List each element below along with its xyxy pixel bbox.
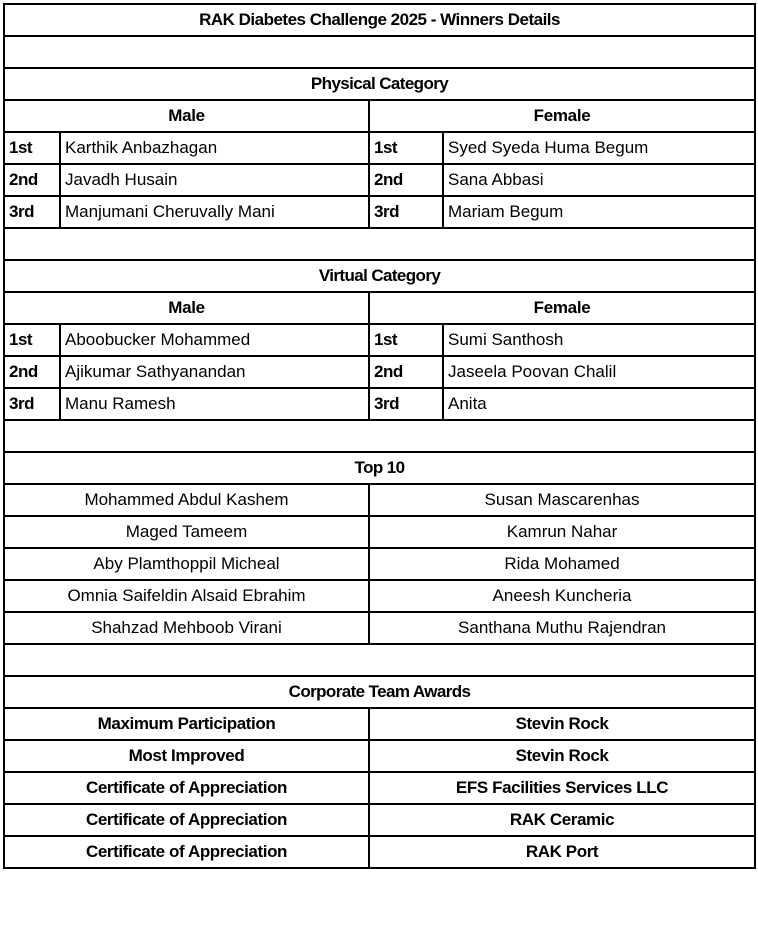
male-rank: 2nd (4, 356, 60, 388)
award-name: Certificate of Appreciation (4, 804, 369, 836)
top10-name: Susan Mascarenhas (369, 484, 755, 516)
male-winner: Javadh Husain (60, 164, 369, 196)
top10-name: Kamrun Nahar (369, 516, 755, 548)
female-rank: 2nd (369, 164, 443, 196)
table-row (4, 164, 755, 196)
award-winner: Stevin Rock (369, 708, 755, 740)
blank-row (4, 36, 755, 68)
male-winner: Karthik Anbazhagan (60, 132, 369, 164)
section-header-row (4, 260, 755, 292)
table-row (4, 324, 755, 356)
female-winner: Mariam Begum (443, 196, 755, 228)
gender-header-row (4, 292, 755, 324)
male-winner: Manjumani Cheruvally Mani (60, 196, 369, 228)
top10-name: Shahzad Mehboob Virani (4, 612, 369, 644)
table-row (4, 708, 755, 740)
male-rank: 1st (4, 132, 60, 164)
table-row (4, 804, 755, 836)
blank-cell (4, 644, 755, 676)
table-row (4, 196, 755, 228)
virtual-category-heading: Virtual Category (4, 260, 755, 292)
page-title: RAK Diabetes Challenge 2025 - Winners Details (4, 4, 755, 36)
table-row (4, 516, 755, 548)
female-rank: 1st (369, 132, 443, 164)
award-name: Maximum Participation (4, 708, 369, 740)
top10-name: Maged Tameem (4, 516, 369, 548)
award-name: Certificate of Appreciation (4, 772, 369, 804)
male-winner: Aboobucker Mohammed (60, 324, 369, 356)
top10-name: Santhana Muthu Rajendran (369, 612, 755, 644)
female-winner: Anita (443, 388, 755, 420)
male-rank: 1st (4, 324, 60, 356)
top10-name: Aby Plamthoppil Micheal (4, 548, 369, 580)
female-rank: 1st (369, 324, 443, 356)
male-header: Male (4, 100, 369, 132)
blank-row (4, 644, 755, 676)
female-rank: 3rd (369, 196, 443, 228)
blank-row (4, 228, 755, 260)
table-row (4, 772, 755, 804)
table-row (4, 580, 755, 612)
top10-heading: Top 10 (4, 452, 755, 484)
table-row (4, 356, 755, 388)
title-row (4, 4, 755, 36)
physical-category-heading: Physical Category (4, 68, 755, 100)
female-header: Female (369, 100, 755, 132)
top10-name: Rida Mohamed (369, 548, 755, 580)
table-row (4, 740, 755, 772)
award-name: Certificate of Appreciation (4, 836, 369, 868)
female-winner: Sana Abbasi (443, 164, 755, 196)
section-header-row (4, 68, 755, 100)
table-row (4, 548, 755, 580)
table-row (4, 836, 755, 868)
female-rank: 2nd (369, 356, 443, 388)
male-rank: 3rd (4, 196, 60, 228)
female-winner: Syed Syeda Huma Begum (443, 132, 755, 164)
top10-name: Omnia Saifeldin Alsaid Ebrahim (4, 580, 369, 612)
table-row (4, 388, 755, 420)
male-header: Male (4, 292, 369, 324)
blank-cell (4, 36, 755, 68)
male-winner: Manu Ramesh (60, 388, 369, 420)
table-row (4, 132, 755, 164)
winners-table (3, 3, 756, 869)
section-header-row (4, 676, 755, 708)
award-winner: RAK Port (369, 836, 755, 868)
female-rank: 3rd (369, 388, 443, 420)
top10-name: Aneesh Kuncheria (369, 580, 755, 612)
section-header-row (4, 452, 755, 484)
male-rank: 2nd (4, 164, 60, 196)
award-name: Most Improved (4, 740, 369, 772)
award-winner: EFS Facilities Services LLC (369, 772, 755, 804)
award-winner: RAK Ceramic (369, 804, 755, 836)
table-row (4, 612, 755, 644)
corporate-awards-heading: Corporate Team Awards (4, 676, 755, 708)
female-winner: Sumi Santhosh (443, 324, 755, 356)
top10-name: Mohammed Abdul Kashem (4, 484, 369, 516)
female-header: Female (369, 292, 755, 324)
blank-cell (4, 228, 755, 260)
male-winner: Ajikumar Sathyanandan (60, 356, 369, 388)
blank-cell (4, 420, 755, 452)
female-winner: Jaseela Poovan Chalil (443, 356, 755, 388)
table-row (4, 484, 755, 516)
award-winner: Stevin Rock (369, 740, 755, 772)
male-rank: 3rd (4, 388, 60, 420)
blank-row (4, 420, 755, 452)
gender-header-row (4, 100, 755, 132)
